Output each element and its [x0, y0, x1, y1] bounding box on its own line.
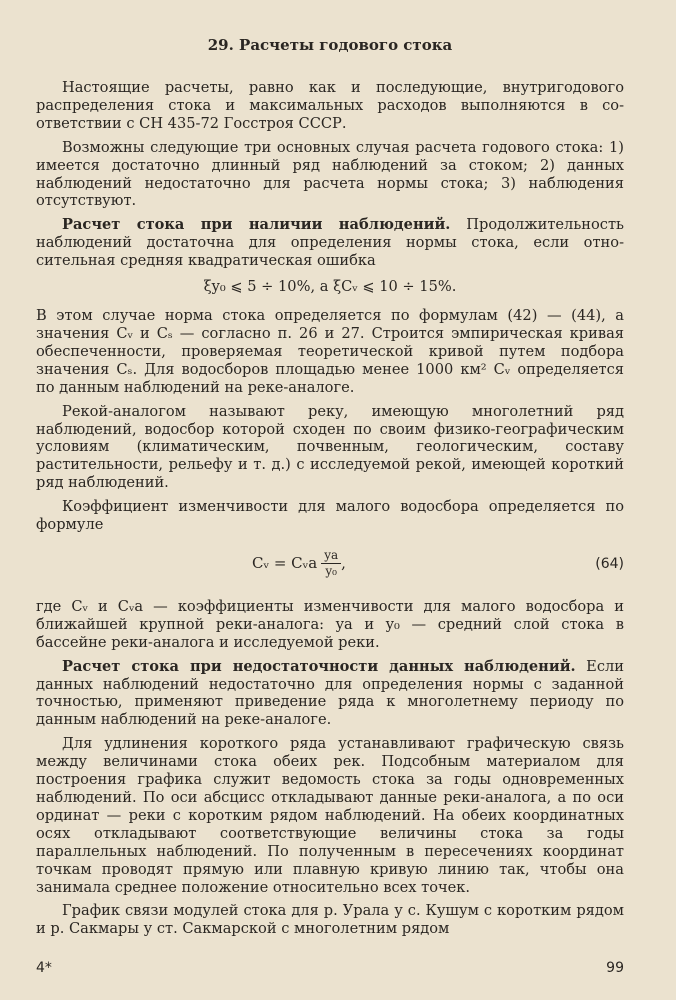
formula-64-denominator: y₀ [325, 563, 337, 578]
formula-64-numerator: yа [321, 548, 341, 564]
formula-64 [36, 544, 624, 588]
page-number: 99 [606, 960, 624, 976]
signature-mark: 4* [36, 960, 52, 976]
paragraph-norm-formulas: В этом случае норма стока определяется по формулам (42) — (44), а значения Cᵥ и Cₛ — согласно п. 26 и 27. Строится эмпирическая кривая обеспеченности, проверяемая теоретической кривой путем подбора значения Cₛ. Для водосборов площадью менее 1000 км² Cᵥ определяется по данным наблюдений на реке-аналоге. [36, 307, 624, 396]
paragraph-analog-river: Рекой-аналогом называют реку, имеющую многолетний ряд наблюдений, водосбор которой сходен по своим физико-географическим условиям (климатическим, почвенным, геологическим, составу растительности, рельефу и т. д.) с исследуемой рекой, имеющей короткий ряд наблюдений. [36, 402, 624, 492]
paragraph-ural-example: График связи модулей стока для р. Урала у с. Кушум с коротким рядом и р. Сакмары у ст. Сакмарской с многолетним рядом [36, 902, 624, 938]
formula-64-trail: , [341, 554, 346, 573]
paragraph-with-observations [36, 216, 624, 270]
paragraph-graph-method: Для удлинения короткого ряда устанавливают графическую связь между величинами стока обеих рек. Подсобным материалом для построения графика служит ведомость стока за годы одновременных наблюдений. По оси абсцисс откладывают данные реки-аналога, а по оси ординат — реки с коротким рядом наблюдений. На обеих координатных осях откладывают соответствующие величины стока за годы параллельных наблюдений. По полученным в пересечениях координат точкам проводят прямую или плавную кривую линию так, чтобы она занимала среднее положение относительно всех точек. [36, 735, 624, 896]
text-with-observations: Продолжительность наблюдений достаточна для определения нормы стока, если относительная средняя квадратическая ошибка [36, 216, 624, 270]
formula-64-expression [252, 548, 346, 579]
paragraph-coefficient: Коэффициент изменчивости для малого водосбора определяется по формуле [36, 498, 624, 534]
section-title: 29. Расчеты годового стока [207, 36, 453, 54]
lead-with-observations: Расчет стока при наличии наблюдений. [62, 216, 451, 234]
lead-insufficient: Расчет стока при недостаточности данных наблюдений. [62, 657, 576, 675]
formula-64-fraction [321, 548, 341, 579]
text-insufficient: Если данных наблюдений недостаточно для определения нормы с заданной точностью, применяют приведение ряда к многолетнему периоду по данным наблюдений на реке-аналоге. [36, 657, 624, 729]
paragraph-insufficient [36, 658, 624, 730]
paragraph-where: где Cᵥ и Cᵥа — коэффициенты изменчивости для малого водосбора и ближайшей крупной реки-аналога: yа и y₀ — средний слой стока в бассейне реки-аналога и исследуемой реки. [36, 597, 624, 651]
paragraph-intro: Настоящие расчеты, равно как и последующие, внутригодового распределения стока и максимальных расходов выполняются в соответствии с СН 435-72 Госстроя СССР. [36, 79, 624, 132]
formula-error-limits: ξy₀ ⩽ 5 ÷ 10%, а ξCᵥ ⩽ 10 ÷ 15%. [203, 278, 457, 296]
formula-64-number: (64) [595, 555, 624, 572]
formula-64-lhs: Cᵥ = Cᵥа [252, 554, 318, 573]
paragraph-cases: Возможны следующие три основных случая расчета годового стока: 1) имеется достаточно длинный ряд наблюдений за стоком; 2) данных наблюдений недостаточно для расчета нормы стока; 3) наблюдения отсутствуют. [36, 138, 624, 210]
